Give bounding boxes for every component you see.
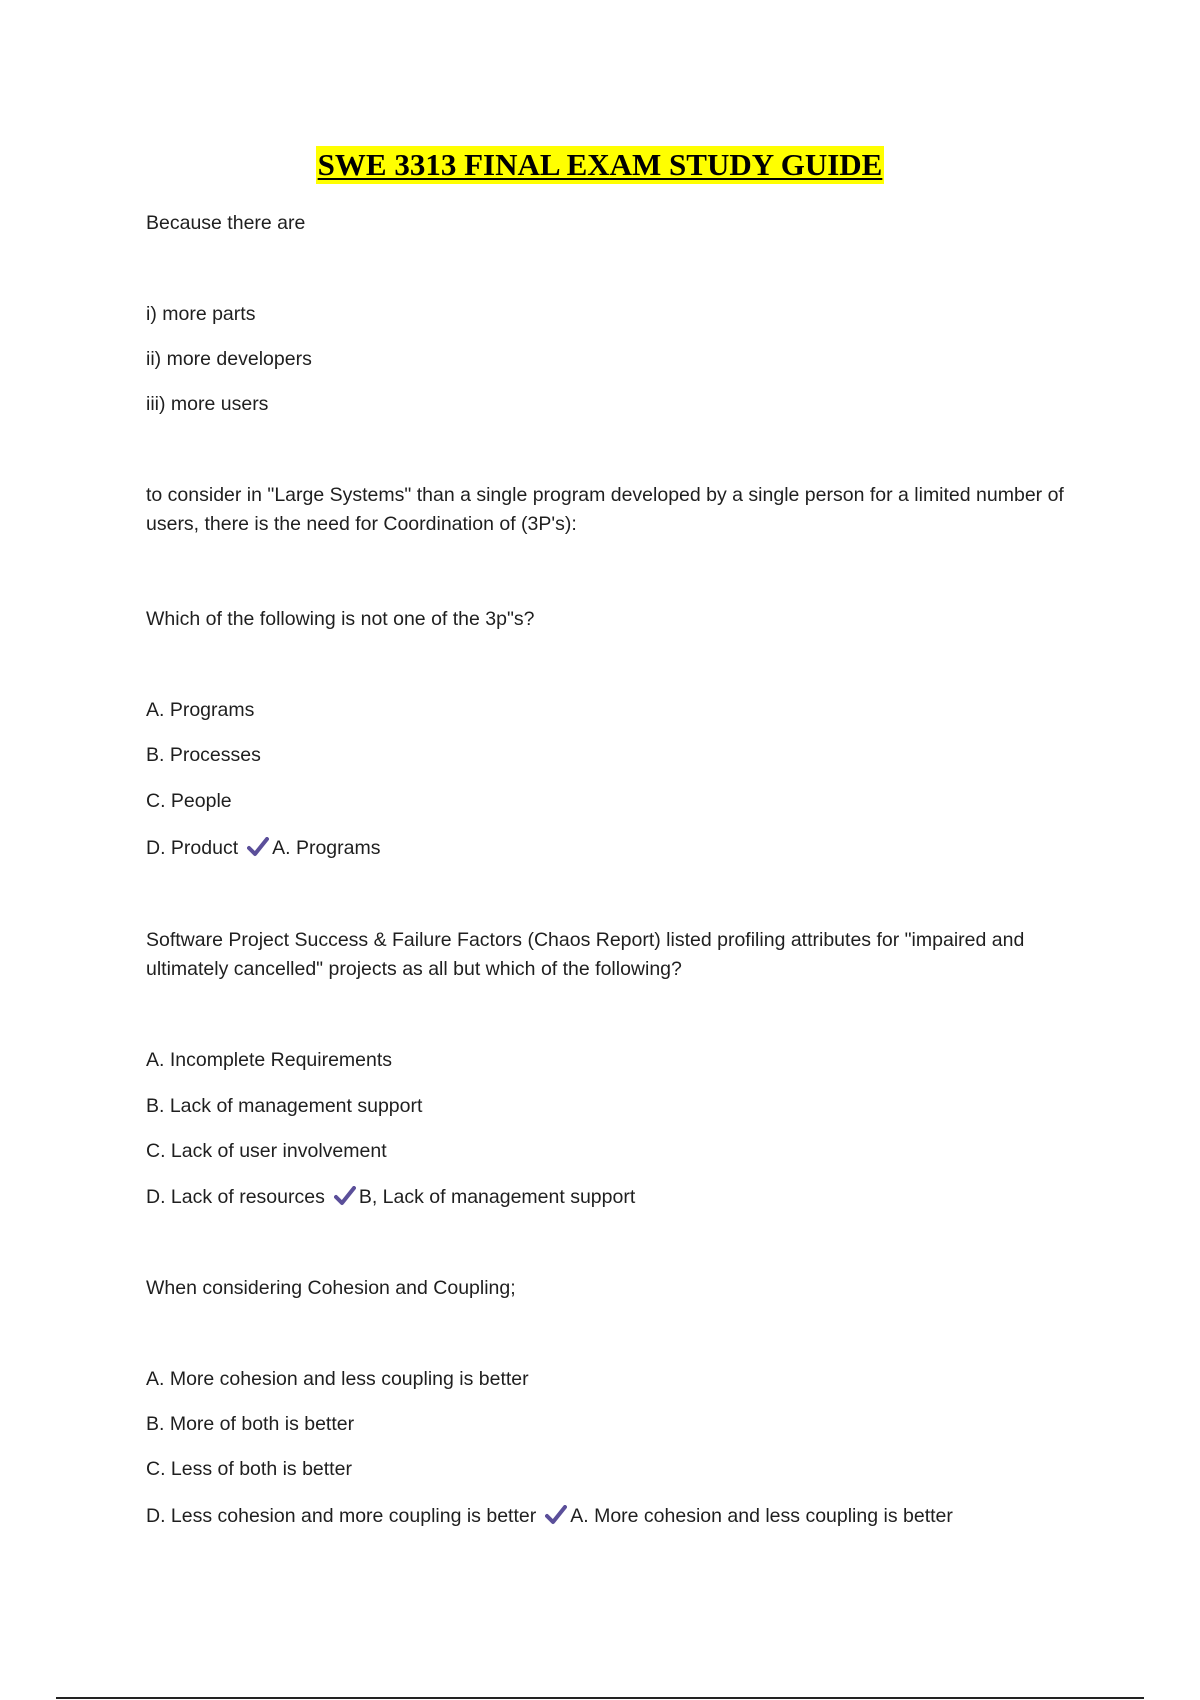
footer-divider [56,1697,1144,1699]
checkmark-icon [247,837,269,857]
q2-option-d: D. Lack of resources [146,1186,325,1208]
q1-context: to consider in "Large Systems" than a single program developed by a single person for a limited number of users, there is the need for Coordination of (3P's): [146,484,1064,535]
checkmark-icon [334,1186,356,1206]
q2-option-d-line [146,1183,635,1212]
q3-question: When considering Cohesion and Coupling; [146,1277,516,1299]
document-title: SWE 3313 FINAL EXAM STUDY GUIDE [317,147,883,182]
checkmark-icon [545,1505,567,1525]
q2-option-b: B. Lack of management support [146,1095,423,1117]
q3-option-b: B. More of both is better [146,1413,355,1435]
q2-question: Software Project Success & Failure Factors (Chaos Report) listed profiling attributes for "impaired and ultimately cancelled" projects as all but which of the following? [146,929,1025,980]
q1-item-2: ii) more developers [146,348,312,370]
q3-option-a: A. More cohesion and less coupling is better [146,1368,529,1390]
q1-intro: Because there are [146,212,306,234]
q2-option-c: C. Lack of user involvement [146,1140,387,1162]
q3-option-c: C. Less of both is better [146,1458,352,1480]
q1-option-d-line [146,834,381,863]
q3-option-d: D. Less cohesion and more coupling is better [146,1505,537,1527]
q1-question: Which of the following is not one of the 3p"s? [146,608,535,630]
title-wrapper [0,146,1200,184]
q1-item-3: iii) more users [146,393,269,415]
q3-answer: A. More cohesion and less coupling is better [570,1505,953,1527]
q2-answer: B, Lack of management support [358,1186,636,1208]
q2-option-a: A. Incomplete Requirements [146,1049,393,1071]
q1-option-c: C. People [146,790,232,812]
q1-answer: A. Programs [272,837,381,859]
q1-option-b: B. Processes [146,744,261,766]
q1-option-d: D. Product [146,837,239,859]
q1-option-a: A. Programs [146,699,255,721]
q1-item-1: i) more parts [146,303,256,325]
q3-option-d-line [146,1502,953,1531]
